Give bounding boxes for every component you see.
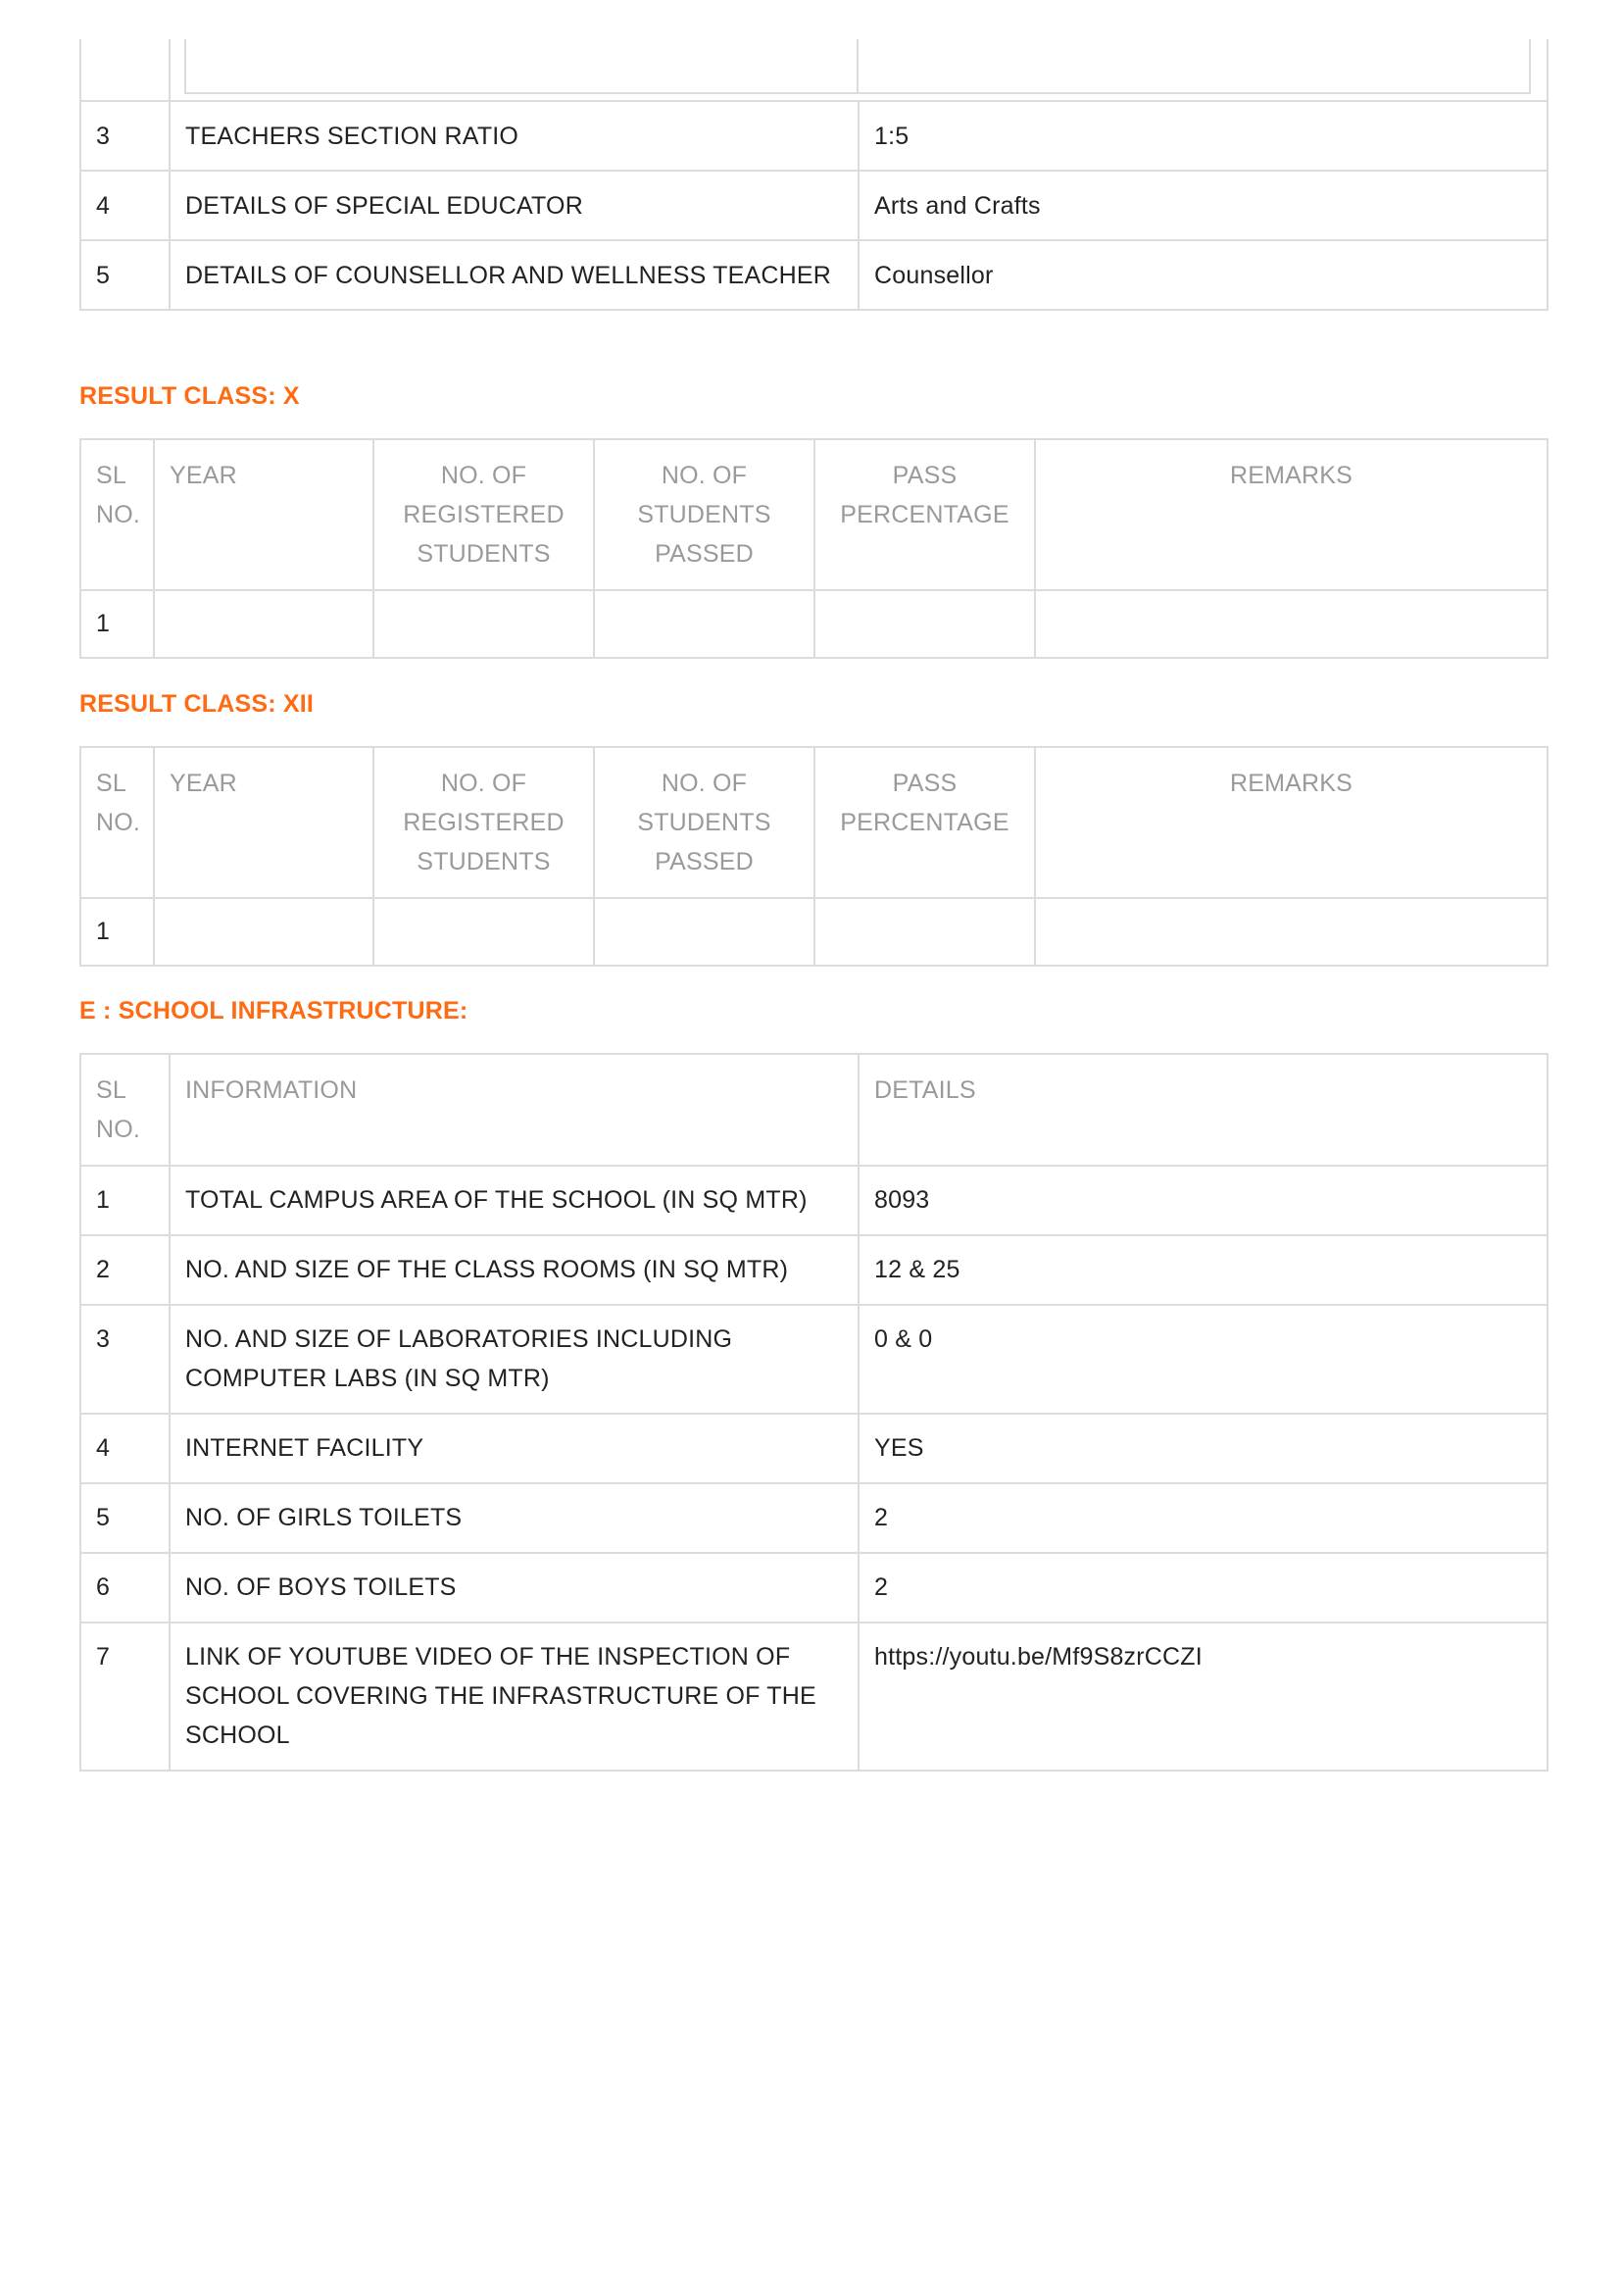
remarks-cell xyxy=(1035,898,1548,966)
header-students-passed: NO. OF STUDENTS PASSED xyxy=(594,747,814,898)
table-header-row xyxy=(80,439,1548,590)
table-row xyxy=(80,39,1548,101)
table-row xyxy=(80,1622,1548,1771)
result-class-xii-table xyxy=(79,746,1549,967)
header-year: YEAR xyxy=(154,439,373,590)
year-cell xyxy=(154,898,373,966)
header-students-passed: NO. OF STUDENTS PASSED xyxy=(594,439,814,590)
info-cell: NO. AND SIZE OF THE CLASS ROOMS (IN SQ MTR) xyxy=(170,1235,859,1305)
header-remarks: REMARKS xyxy=(1035,439,1548,590)
passed-cell xyxy=(594,898,814,966)
table-row xyxy=(80,898,1548,966)
info-cell: DETAILS OF COUNSELLOR AND WELLNESS TEACHER xyxy=(170,240,859,310)
remarks-cell xyxy=(1035,590,1548,658)
result-class-x-table xyxy=(79,438,1549,659)
sl-cell: 1 xyxy=(80,1166,170,1235)
info-cell: NO. OF BOYS TOILETS xyxy=(170,1553,859,1622)
details-cell: Arts and Crafts xyxy=(859,171,1548,240)
sl-cell: 4 xyxy=(80,171,170,240)
info-cell: INTERNET FACILITY xyxy=(170,1414,859,1483)
details-cell: 1:5 xyxy=(859,101,1548,171)
table-row xyxy=(80,1553,1548,1622)
info-cell: DETAILS OF SPECIAL EDUCATOR xyxy=(170,171,859,240)
header-details: DETAILS xyxy=(859,1054,1548,1166)
header-information: INFORMATION xyxy=(170,1054,859,1166)
school-infrastructure-table xyxy=(79,1053,1549,1772)
details-cell: 0 & 0 xyxy=(859,1305,1548,1414)
table-row xyxy=(80,1414,1548,1483)
sl-cell: 1 xyxy=(80,590,154,658)
details-cell: 2 xyxy=(859,1553,1548,1622)
details-cell: YES xyxy=(859,1414,1548,1483)
header-pass-percentage: PASS PERCENTAGE xyxy=(814,747,1035,898)
table-row xyxy=(80,171,1548,240)
percentage-cell xyxy=(814,898,1035,966)
table-header-row xyxy=(80,747,1548,898)
sl-cell: 7 xyxy=(80,1622,170,1771)
registered-cell xyxy=(373,590,594,658)
sl-cell: 3 xyxy=(80,1305,170,1414)
sl-cell: 5 xyxy=(80,240,170,310)
staff-details-table xyxy=(79,39,1549,311)
table-row xyxy=(80,1166,1548,1235)
table-row xyxy=(80,240,1548,310)
info-cell: TEACHERS SECTION RATIO xyxy=(170,101,859,171)
registered-cell xyxy=(373,898,594,966)
info-cell: NO. OF GIRLS TOILETS xyxy=(170,1483,859,1553)
table-header-row xyxy=(80,1054,1548,1166)
year-cell xyxy=(154,590,373,658)
school-infrastructure-title: E : SCHOOL INFRASTRUCTURE: xyxy=(79,997,468,1024)
header-year: YEAR xyxy=(154,747,373,898)
details-cell: 8093 xyxy=(859,1166,1548,1235)
table-row xyxy=(80,1305,1548,1414)
details-cell: 12 & 25 xyxy=(859,1235,1548,1305)
table-row xyxy=(80,101,1548,171)
header-registered-students: NO. OF REGISTERED STUDENTS xyxy=(373,439,594,590)
table-row xyxy=(80,590,1548,658)
details-cell: 2 xyxy=(859,1483,1548,1553)
sl-cell: 3 xyxy=(80,101,170,171)
header-sl-no: SL NO. xyxy=(80,747,154,898)
info-cell: TOTAL CAMPUS AREA OF THE SCHOOL (IN SQ MTR) xyxy=(170,1166,859,1235)
table-row xyxy=(80,1483,1548,1553)
sl-cell: 2 xyxy=(80,1235,170,1305)
sl-cell: 6 xyxy=(80,1553,170,1622)
sl-cell: 5 xyxy=(80,1483,170,1553)
header-sl-no: SL NO. xyxy=(80,439,154,590)
youtube-link[interactable]: https://youtu.be/Mf9S8zrCCZI xyxy=(859,1622,1548,1771)
nested-table-remnant xyxy=(170,39,1548,101)
info-cell: NO. AND SIZE OF LABORATORIES INCLUDING COMPUTER LABS (IN SQ MTR) xyxy=(170,1305,859,1414)
result-class-x-title: RESULT CLASS: X xyxy=(79,382,300,410)
header-sl-no: SL NO. xyxy=(80,1054,170,1166)
sl-cell: 4 xyxy=(80,1414,170,1483)
table-row xyxy=(80,1235,1548,1305)
sl-cell: 1 xyxy=(80,898,154,966)
details-cell: Counsellor xyxy=(859,240,1548,310)
header-pass-percentage: PASS PERCENTAGE xyxy=(814,439,1035,590)
passed-cell xyxy=(594,590,814,658)
header-remarks: REMARKS xyxy=(1035,747,1548,898)
percentage-cell xyxy=(814,590,1035,658)
info-cell: LINK OF YOUTUBE VIDEO OF THE INSPECTION OF SCHOOL COVERING THE INFRASTRUCTURE OF THE SCHOOL xyxy=(170,1622,859,1771)
header-registered-students: NO. OF REGISTERED STUDENTS xyxy=(373,747,594,898)
result-class-xii-title: RESULT CLASS: XII xyxy=(79,690,315,718)
